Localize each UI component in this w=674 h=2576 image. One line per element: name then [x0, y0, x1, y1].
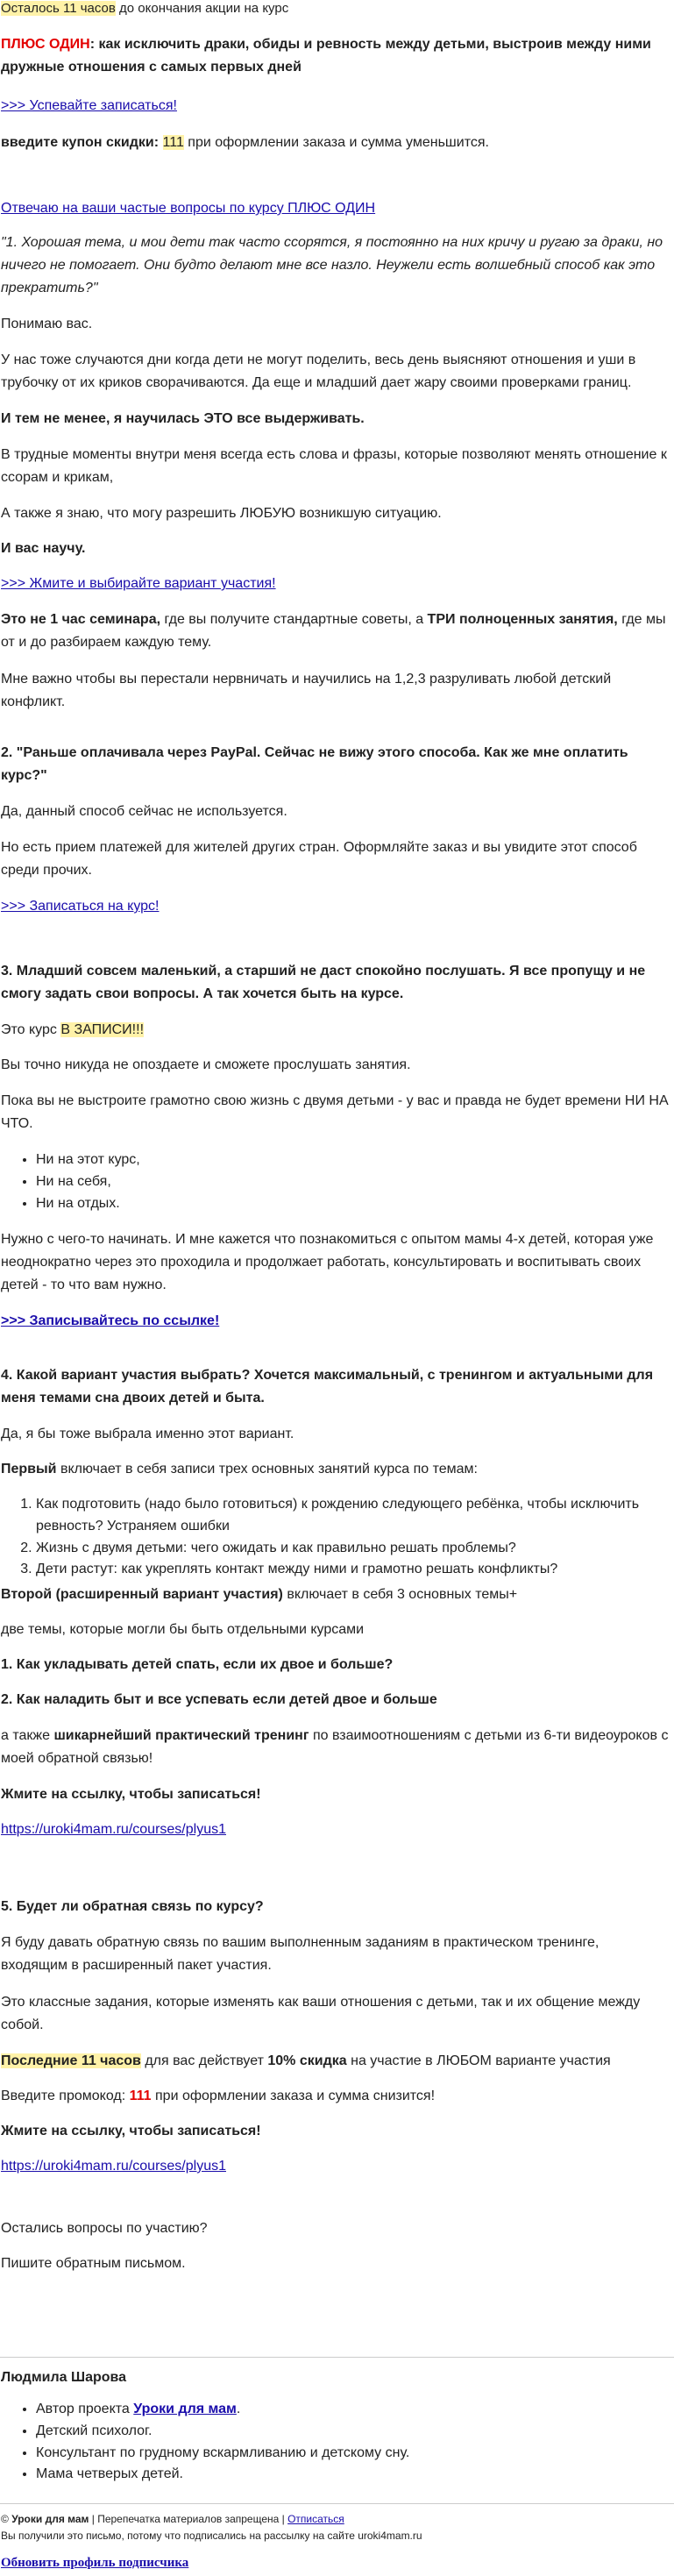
course-url-link-2[interactable]: https://uroki4mam.ru/courses/plyus1	[1, 2159, 226, 2174]
q1-section: "1. Хорошая тема, и мои дети так часто ссорятся, я постоянно на них кричу и ругаю за драки, но ничего не помогает. Они будто делают мне все назло. Неужели есть волшебный способ как это прекратить?" Понимаю вас. У нас тоже случаются дни когда дети не могут поделить, весь день выясняют отношения и уши в трубочку от их криков сворачиваются. Да еще и младший дает жару своими проверками границ. И тем не менее, я научилась ЭТО все выдерживать. В трудные моменты внутри меня всегда есть слова и фразы, которые позволяют менять отношение к ссорам и крикам, А также я знаю, что могу разрешить ЛЮБУЮ возникшую ситуацию. И вас научу. >>> Жмите и выбирайте вариант участия! Это не 1 час семинара, где вы получите стандартные советы, а ТРИ полноценных занятия, где мы от и до разбираем каждую тему. Мне важно чтобы вы перестали нервничать и научились на 1,2,3 разруливать любой детский конфликт.	[1, 231, 669, 714]
q3-title: 3. Младший совсем маленький, а старший не даст спокойно послушать. Я все пропущу и не смогу задать свои вопросы. А так хочется быть на курсе.	[1, 964, 646, 1001]
q4-section: 4. Какой вариант участия выбрать? Хочется максимальный, с тренингом и актуальными для меня темами сна двоих детей и быта. Да, я бы тоже выбрала именно этот вариант. Первый включает в себя записи трех основных занятий курса по темам: 1. Как подготовить (надо было готовиться) к рождению следующего ребёнка, чтобы исключить ревность? Устраняем ошибки 2. Жизнь с двумя детьми: чего ожидать и как правильно решать проблемы? 3. Дети растут: как укреплять контакт между ними и грамотно решать конфликты? Второй (расширенный вариант участия) включает в себя 3 основных темы+ две темы, которые могли бы быть отдельными курсами 1. Как укладывать детей спать, если их двое и больше? 2. Как наладить быт и все успевать если детей двое и больше а также шикарнейший практический тренинг по взаимоотношениям с детьми из 6-ти видеоуроков с моей обратной связью! Жмите на ссылку, чтобы записаться! https://uroki4mam.ru/courses/plyus1	[1, 1364, 669, 1840]
cta-enroll-link-3[interactable]: >>> Записывайтесь по ссылке!	[1, 1313, 220, 1329]
list-item: • Консультант по грудному вскармливанию и детскому сну.	[36, 2443, 669, 2465]
list-item: 1. Как подготовить (надо было готовиться) к рождению следующего ребёнка, чтобы исключить ревность? Устраняем ошибки	[36, 1494, 669, 1538]
list-item: 3. Дети растут: как укреплять контакт между ними и грамотно решать конфликты?	[36, 1559, 669, 1581]
course-title: ПЛЮС ОДИН: как исключить драки, обиды и ревность между детьми, выстроив между ними дружные отношения с самых первых дней	[1, 37, 651, 75]
brand-name: Уроки для мам	[11, 2513, 89, 2525]
q1-quote: "1. Хорошая тема, и мои дети так часто ссорятся, я постоянно на них кричу и ругаю за драки, но ничего не помогает. Они будто делают мне все назло. Неужели есть волшебный способ как это прекратить?"	[1, 235, 663, 295]
q2-title: 2. "Раньше оплачивала через PayPal. Сейчас не вижу этого способа. Как же мне оплатить курс?"	[1, 745, 628, 783]
update-profile-link[interactable]: Обновить профиль подписчика	[1, 2556, 189, 2571]
timer-line: Осталось 11 часов до окончания акции на курс	[1, 1, 289, 16]
list-item: • Ни на себя,	[36, 1171, 669, 1193]
cta-enroll-link-1[interactable]: >>> Успевайте записаться!	[1, 98, 177, 113]
footer: © Уроки для мам | Перепечатка материалов запрещена | Отписаться Вы получили это письмо, потому что подписались на рассылку на сайте uroki4mam.ru Обновить профиль подписчика	[1, 2511, 669, 2573]
list-item: • Детский психолог.	[36, 2421, 669, 2443]
project-link[interactable]: Уроки для мам	[133, 2402, 237, 2416]
unsubscribe-link[interactable]: Отписаться	[287, 2513, 344, 2525]
author-credentials	[1, 2399, 669, 2486]
q5-section: 5. Будет ли обратная связь по курсу? Я буду давать обратную связь по вашим выполненным заданиям в практическом тренинге, входящим в расширенный пакет участия. Это классные задания, которые изменять как ваши отношения с детьми, так и их общение между собой. Последние 11 часов для вас действует 10% скидка на участие в ЛЮБОМ варианте участия Введите промокод: 111 при оформлении заказа и сумма снизится! Жмите на ссылку, чтобы записаться! https://uroki4mam.ru/courses/plyus1	[1, 1899, 641, 2174]
faq-intro-link[interactable]: Отвечаю на ваши частые вопросы по курсу ПЛЮС ОДИН	[1, 201, 376, 216]
list-item: • Автор проекта Уроки для мам.	[36, 2399, 669, 2421]
q4-topics-list	[1, 1494, 669, 1581]
cta-choose-option-link[interactable]: >>> Жмите и выбирайте вариант участия!	[1, 576, 276, 591]
promo-code: 111	[129, 2089, 152, 2103]
q3-list	[1, 1149, 669, 1214]
list-item: • Ни на отдых.	[36, 1193, 669, 1215]
q5-title: 5. Будет ли обратная связь по курсу?	[1, 1899, 264, 1914]
coupon-line: введите купон скидки: 111 при оформлении заказа и сумма уменьшится.	[1, 135, 489, 150]
last-hours-highlight: Последние 11 часов	[1, 2053, 141, 2068]
author-name: Людмила Шарова	[1, 2370, 127, 2385]
course-url-link-1[interactable]: https://uroki4mam.ru/courses/plyus1	[1, 1822, 226, 1838]
cta-enroll-link-2[interactable]: >>> Записаться на курс!	[1, 899, 160, 914]
list-item: 2. Жизнь с двумя детьми: чего ожидать и как правильно решать проблемы?	[36, 1538, 669, 1560]
course-name: ПЛЮС ОДИН	[1, 37, 90, 52]
footer-divider	[0, 2503, 674, 2504]
divider	[0, 2357, 674, 2358]
timer-highlight: Осталось 11 часов	[1, 1, 116, 16]
q2-section: 2. "Раньше оплачивала через PayPal. Сейчас не вижу этого способа. Как же мне оплатить курс?" Да, данный способ сейчас не используется. Но есть прием платежей для жителей других стран. Оформляйте заказ и вы увидите этот способ среди прочих. >>> Записаться на курс!	[1, 745, 637, 914]
list-item: • Мама четверых детей.	[36, 2464, 669, 2486]
closing: Остались вопросы по участию? Пишите обратным письмом.	[1, 2221, 208, 2271]
header	[1, 0, 667, 153]
q3-section: 3. Младший совсем маленький, а старший не даст спокойно послушать. Я все пропущу и не смогу задать свои вопросы. А так хочется быть на курсе. Это курс В ЗАПИСИ!!! Вы точно никуда не опоздаете и сможете прослушать занятия. Пока вы не выстроите грамотно свою жизнь с двумя детьми - у вас и правда не будет времени НИ НА ЧТО. • Ни на этот курс, • Ни на себя, • Ни на отдых. Нужно с чего-то начинать. И мне кажется что познакомиться с опытом мамы 4-х детей, которая уже неоднократно через это проходила и продолжает работать, консультировать и воспитывать своих детей - то что вам нужно. >>> Записывайтесь по ссылке!	[1, 960, 669, 1332]
recorded-badge: В ЗАПИСИ!!!	[60, 1022, 145, 1037]
coupon-code: 111	[162, 135, 184, 150]
list-item: • Ни на этот курс,	[36, 1149, 669, 1171]
footer-note: Вы получили это письмо, потому что подписались на рассылку на сайте uroki4mam.ru	[1, 2530, 422, 2543]
signature	[1, 2367, 669, 2486]
q4-title: 4. Какой вариант участия выбрать? Хочется максимальный, с тренингом и актуальными для меня темами сна двоих детей и быта.	[1, 1368, 654, 1405]
